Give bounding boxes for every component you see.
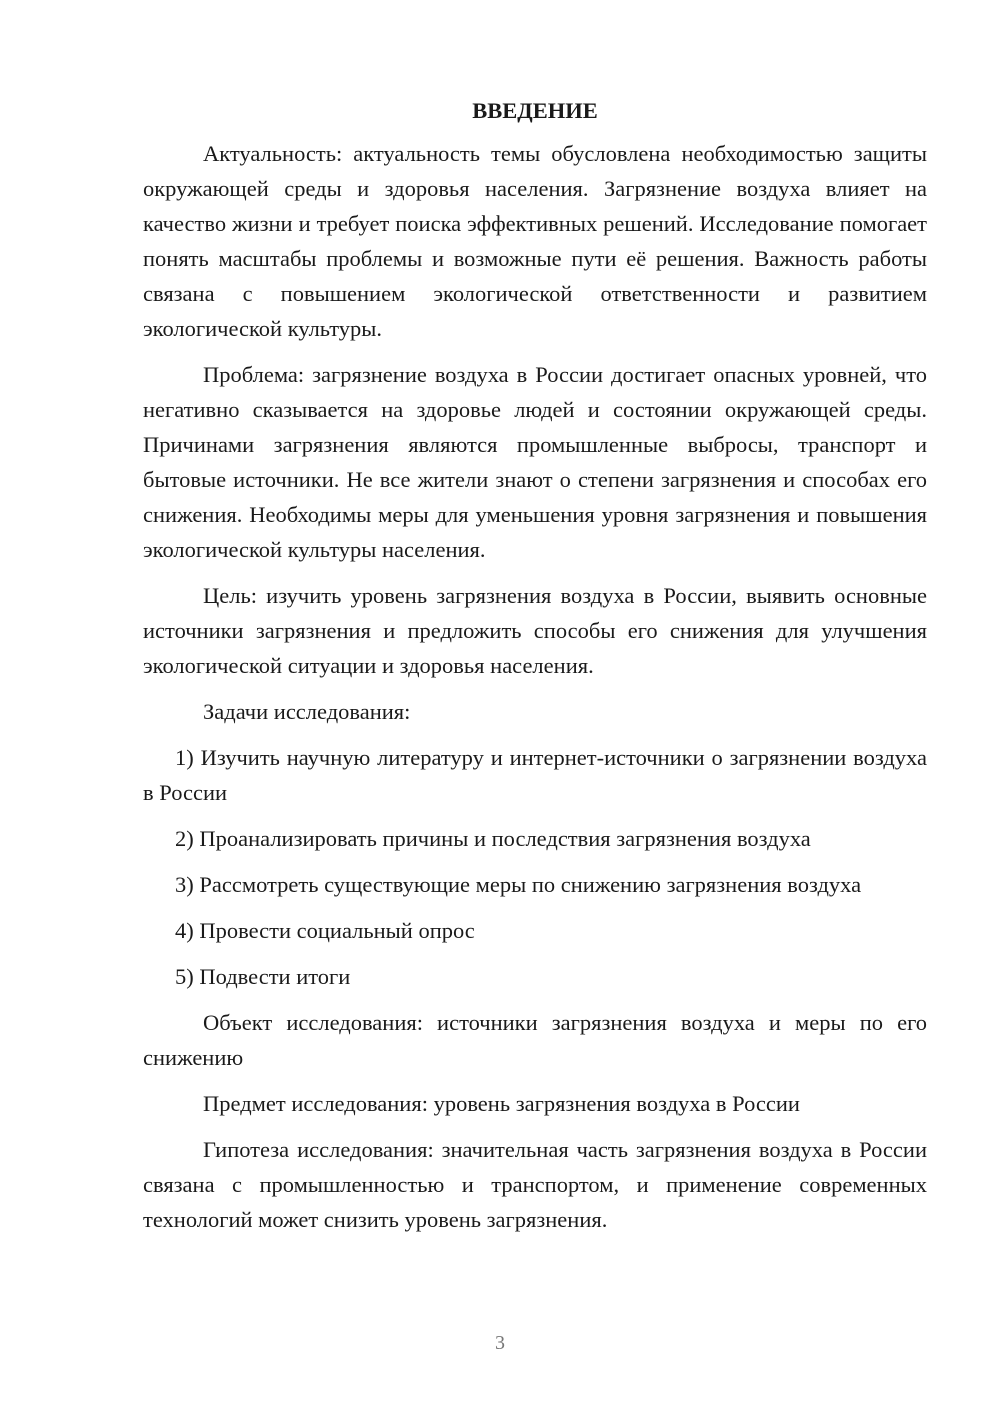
section-title: ВВЕДЕНИЕ (472, 98, 598, 123)
subject-paragraph: Предмет исследования: уровень загрязнения воздуха в России (203, 1091, 800, 1116)
list-item: 5) Подвести итоги (175, 964, 351, 989)
object-paragraph: Объект исследования: источники загрязнения воздуха и меры по его снижению (143, 1010, 927, 1070)
problem-paragraph: Проблема: загрязнение воздуха в России достигает опасных уровней, что негативно сказывается на здоровье людей и состоянии окружающей среды. Причинами загрязнения являются промышленные выбросы, транспорт и бытовые источники. Не все жители знают о степени загрязнения и способах его снижения. Необходимы меры для уменьшения уровня загрязнения и повышения экологической культуры населения. (143, 362, 927, 562)
list-item: 2) Проанализировать причины и последствия загрязнения воздуха (175, 826, 811, 851)
page-number: 3 (495, 1332, 505, 1354)
list-item: 1) Изучить научную литературу и интернет-источники о загрязнении воздуха в России (143, 745, 927, 805)
list-item: 4) Провести социальный опрос (175, 918, 475, 943)
hypothesis-paragraph: Гипотеза исследования: значительная часть загрязнения воздуха в России связана с промышленностью и транспортом, и применение современных технологий может снизить уровень загрязнения. (143, 1137, 927, 1232)
goal-paragraph: Цель: изучить уровень загрязнения воздуха в России, выявить основные источники загрязнения и предложить способы его снижения для улучшения экологической ситуации и здоровья населения. (143, 583, 927, 678)
page-content (143, 96, 927, 1248)
tasks-heading: Задачи исследования: (203, 699, 411, 724)
relevance-paragraph: Актуальность: актуальность темы обусловлена необходимостью защиты окружающей среды и здоровья населения. Загрязнение воздуха влияет на качество жизни и требует поиска эффективных решений. Исследование помогает понять масштабы проблемы и возможные пути её решения. Важность работы связана с повышением экологической ответственности и развитием экологической культуры. (143, 141, 927, 341)
list-item: 3) Рассмотреть существующие меры по снижению загрязнения воздуха (175, 872, 862, 897)
tasks-list (143, 740, 927, 994)
